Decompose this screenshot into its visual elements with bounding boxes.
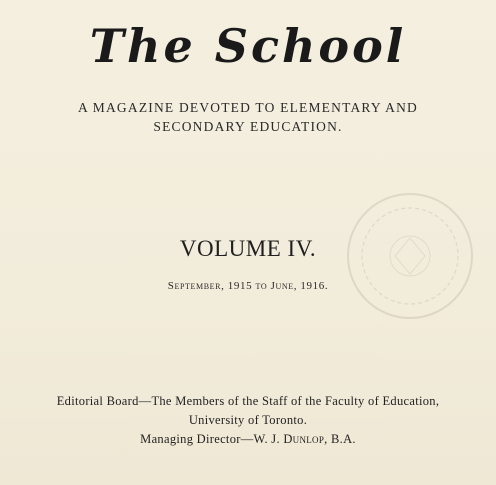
editorial-board-line-2: University of Toronto. — [188, 413, 308, 427]
magazine-subtitle — [40, 98, 456, 136]
managing-director — [0, 432, 496, 447]
subtitle-line-1: A MAGAZINE DEVOTED TO ELEMENTARY AND — [78, 100, 418, 115]
director-surname: Dunlop — [283, 432, 325, 446]
editorial-board-line-1: Editorial Board—The Members of the Staff of the Faculty of Education, — [56, 394, 440, 408]
editorial-board — [20, 392, 476, 430]
magazine-title: The School — [89, 19, 407, 73]
volume-dates: September, 1915 to June, 1916. — [167, 280, 329, 292]
director-prefix: Managing Director—W. J. — [140, 432, 284, 446]
director-suffix: , B.A. — [324, 432, 356, 446]
volume-number: VOLUME IV. — [179, 236, 317, 261]
subtitle-line-2: SECONDARY EDUCATION. — [153, 119, 343, 134]
